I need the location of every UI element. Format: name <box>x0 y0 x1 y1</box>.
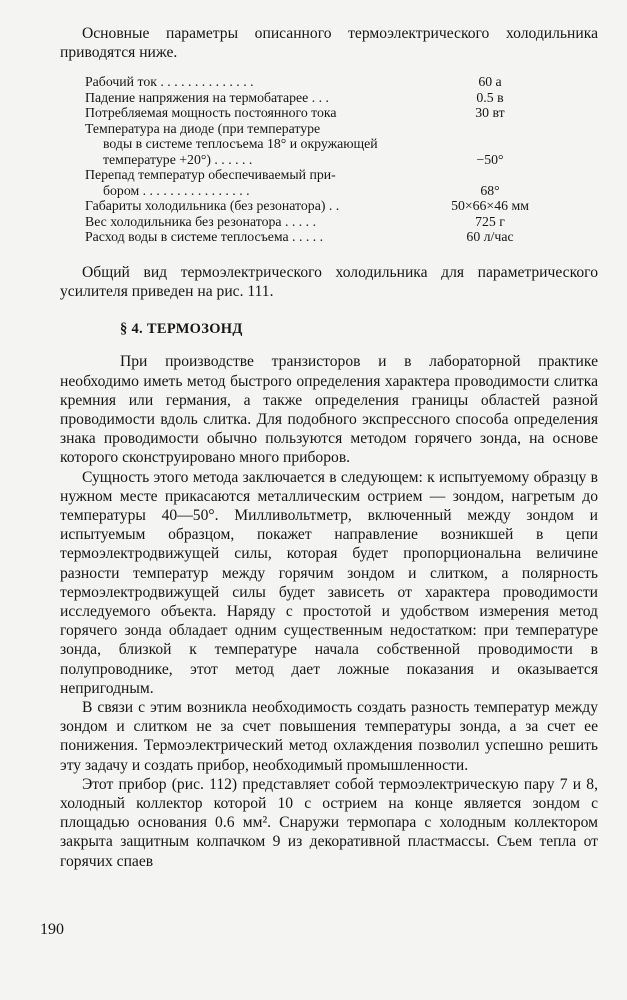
parameter-label <box>85 121 425 168</box>
section-heading: § 4. ТЕРМОЗОНД <box>120 321 243 338</box>
parameter-label-text: Рабочий ток . . . . . . . . . . . . . . <box>85 74 254 90</box>
parameter-row <box>85 167 555 198</box>
parameter-value: 68° <box>480 182 500 198</box>
paragraph-2: Сущность этого метода заключается в следующем: к испытуемому образцу в нужном месте прикасаются металлическим острием — зондом, нагретым до температуры 40—50°. Милливольтметр, включенный между зондом и испытуемым образцом, покажет направление возникшей в цепи термоэлектродвижущей силы, которая будет пропорциональна величине разности температур между горячим зондом и слитком, а полярность термоэлектродвижущей силы будет зависеть от характера проводимости исследуемого объекта. Наряду с простотой и удобством измерения метод горячего зонда обладает одним существенным недостатком: при температуре зонда, близкой к температуре начала собственной проводимости в полупроводнике, этот метод дает ложные показания и оказывается непригодным. <box>60 468 598 697</box>
parameter-row <box>85 90 555 106</box>
parameter-row <box>85 121 555 168</box>
paragraph-1: При производстве транзисторов и в лабораторной практике необходимо иметь метод быстрого определения характера проводимости слитка кремния или германия, а также определения границы областей разной проводимости вдоль слитка. Для подобного экспрессного способа определения знака проводимости обычно пользуются методом горячего зонда, на основе которого сконструировано много приборов. <box>60 353 598 467</box>
parameter-label <box>85 167 425 198</box>
paragraph-3: В связи с этим возникла необходимость создать разность температур между зондом и слитком не за счет повышения температуры зонда, а за счет ее понижения. Термоэлектрический метод охлаждения позволил успешно решить эту задачу и создать прибор, необходимый промышленности. <box>60 698 598 774</box>
parameter-value: 30 вт <box>475 105 505 121</box>
parameter-row <box>85 105 555 121</box>
parameter-label <box>85 90 425 106</box>
parameter-value: 60 а <box>478 74 502 90</box>
parameter-row <box>85 214 555 230</box>
parameter-label-text: Вес холодильника без резонатора . . . . . <box>85 213 317 229</box>
parameter-value: 60 л/час <box>466 229 514 245</box>
parameter-label-text: Расход воды в системе теплосъема . . . . . <box>85 229 324 245</box>
parameter-label-continuation: бором . . . . . . . . . . . . . . . . <box>103 182 250 198</box>
parameter-value: 0.5 в <box>476 89 504 105</box>
parameter-label-text: Перепад температур обеспечиваемый при- <box>85 167 336 183</box>
page-content <box>60 24 598 871</box>
figure-reference-paragraph: Общий вид термоэлектрического холодильника для параметрического усилителя приведен на рис. 111. <box>60 263 598 301</box>
parameter-value: 50×66×46 мм <box>451 198 529 214</box>
intro-paragraph: Основные параметры описанного термоэлектрического холодильника приводятся ниже. <box>60 25 598 62</box>
parameter-row <box>85 198 555 214</box>
parameter-label <box>85 198 425 214</box>
parameter-label-text: Температура на диоде (при температуре <box>85 120 321 136</box>
parameter-label-continuation: воды в системе теплосъема 18° и окружающей температуре +20°) . . . . . . <box>103 136 378 167</box>
parameter-label <box>85 214 425 230</box>
parameter-value: 725 г <box>475 213 505 229</box>
paragraph-4: Этот прибор (рис. 112) представляет собой термоэлектрическую пару 7 и 8, холодный коллектор которой 10 с острием на конце является зондом с площадью основания 0.6 мм². Снаружи термопара с холодным коллектором закрыта защитным колпачком 9 из декоративной пластмассы. Съем тепла от горячих спаев <box>60 775 598 870</box>
parameter-label-text: Габариты холодильника (без резонатора) . . <box>85 198 340 214</box>
parameter-row <box>85 229 555 245</box>
parameter-label <box>85 105 425 121</box>
page-number: 190 <box>40 921 64 938</box>
parameter-row <box>85 74 555 90</box>
parameter-label-text: Падение напряжения на термобатарее . . . <box>85 89 329 105</box>
parameter-label-text: Потребляемая мощность постоянного тока <box>85 105 337 121</box>
parameter-value: −50° <box>476 151 504 167</box>
parameter-label <box>85 229 425 245</box>
parameter-label <box>85 74 425 90</box>
parameters-table <box>85 74 555 245</box>
